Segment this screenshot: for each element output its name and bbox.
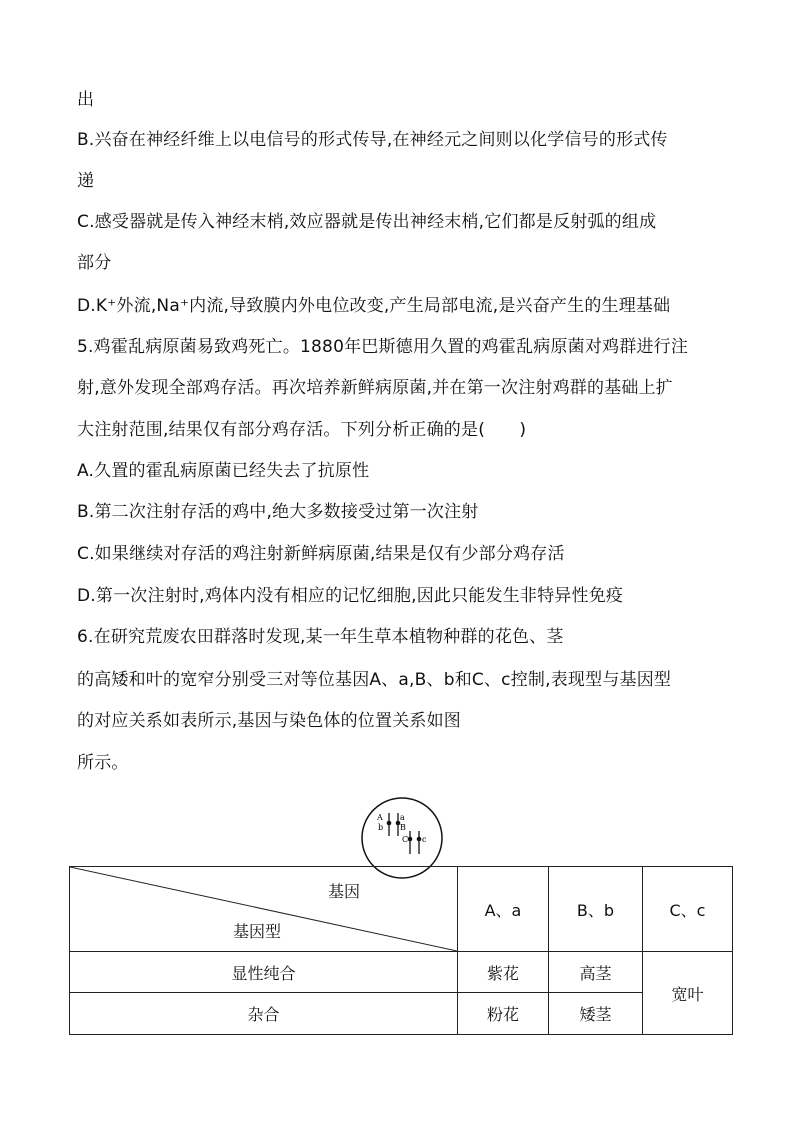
cell-purple-flower: 紫花 <box>458 952 549 993</box>
option-d: D.第一次注射时,鸡体内没有相应的记忆细胞,因此只能发生非特异性免疫 <box>77 586 624 606</box>
header-genotype-label: 基因型 <box>233 922 282 941</box>
option-c: C.如果继续对存活的鸡注射新鲜病原菌,结果是仅有少部分鸡存活 <box>77 544 565 564</box>
gene-label-c: c <box>422 835 427 844</box>
column-header-Cc: C、c <box>643 867 733 952</box>
question-6-stem: 6.在研究荒废农田群落时发现,某一年生草本植物种群的花色、茎 <box>77 627 564 647</box>
column-header-Aa: A、a <box>458 867 549 952</box>
gene-label-b: b <box>378 823 384 832</box>
cell-short-stem: 矮茎 <box>549 993 643 1035</box>
header-gene-label: 基因 <box>328 882 361 901</box>
text-line: C.感受器就是传入神经末梢,效应器就是传出神经末梢,它们都是反射弧的组成 <box>77 212 657 232</box>
text-line: D.K⁺外流,Na⁺内流,导致膜内外电位改变,产生局部电流,是兴奋产生的生理基础 <box>77 296 671 316</box>
cell-tall-stem: 高茎 <box>549 952 643 993</box>
text-line: 部分 <box>77 253 112 273</box>
gene-label-B: B <box>400 823 406 832</box>
cell-wide-leaf: 宽叶 <box>643 952 733 1035</box>
text-line: 的高矮和叶的宽窄分别受三对等位基因A、a,B、b和C、c控制,表现型与基因型 <box>77 670 672 690</box>
question-5-stem: 5.鸡霍乱病原菌易致鸡死亡。1880年巴斯德用久置的鸡霍乱病原菌对鸡群进行注 <box>77 337 689 357</box>
text-line: 出 <box>77 90 95 110</box>
genotype-phenotype-table <box>69 866 733 1035</box>
column-header-Bb: B、b <box>549 867 643 952</box>
text-line: 的对应关系如表所示,基因与染色体的位置关系如图 <box>77 711 462 731</box>
gene-label-A: A <box>377 813 383 822</box>
text-line: 射,意外发现全部鸡存活。再次培养新鲜病原菌,并在第一次注射鸡群的基础上扩 <box>77 378 674 398</box>
gene-label-a: a <box>400 813 405 822</box>
option-b: B.第二次注射存活的鸡中,绝大多数接受过第一次注射 <box>77 502 479 522</box>
row-label-homozygous: 显性纯合 <box>70 952 458 993</box>
text-line: 递 <box>77 171 95 191</box>
text-line: 所示。 <box>77 753 129 773</box>
text-line: 大注射范围,结果仅有部分鸡存活。下列分析正确的是( ) <box>77 420 527 440</box>
row-label-heterozygous: 杂合 <box>70 993 458 1035</box>
cell-pink-flower: 粉花 <box>458 993 549 1035</box>
diagonal-header-cell <box>70 867 458 952</box>
option-a: A.久置的霍乱病原菌已经失去了抗原性 <box>77 461 370 481</box>
gene-label-C: C <box>402 835 409 844</box>
text-line: B.兴奋在神经纤维上以电信号的形式传导,在神经元之间则以化学信号的形式传 <box>77 130 668 150</box>
